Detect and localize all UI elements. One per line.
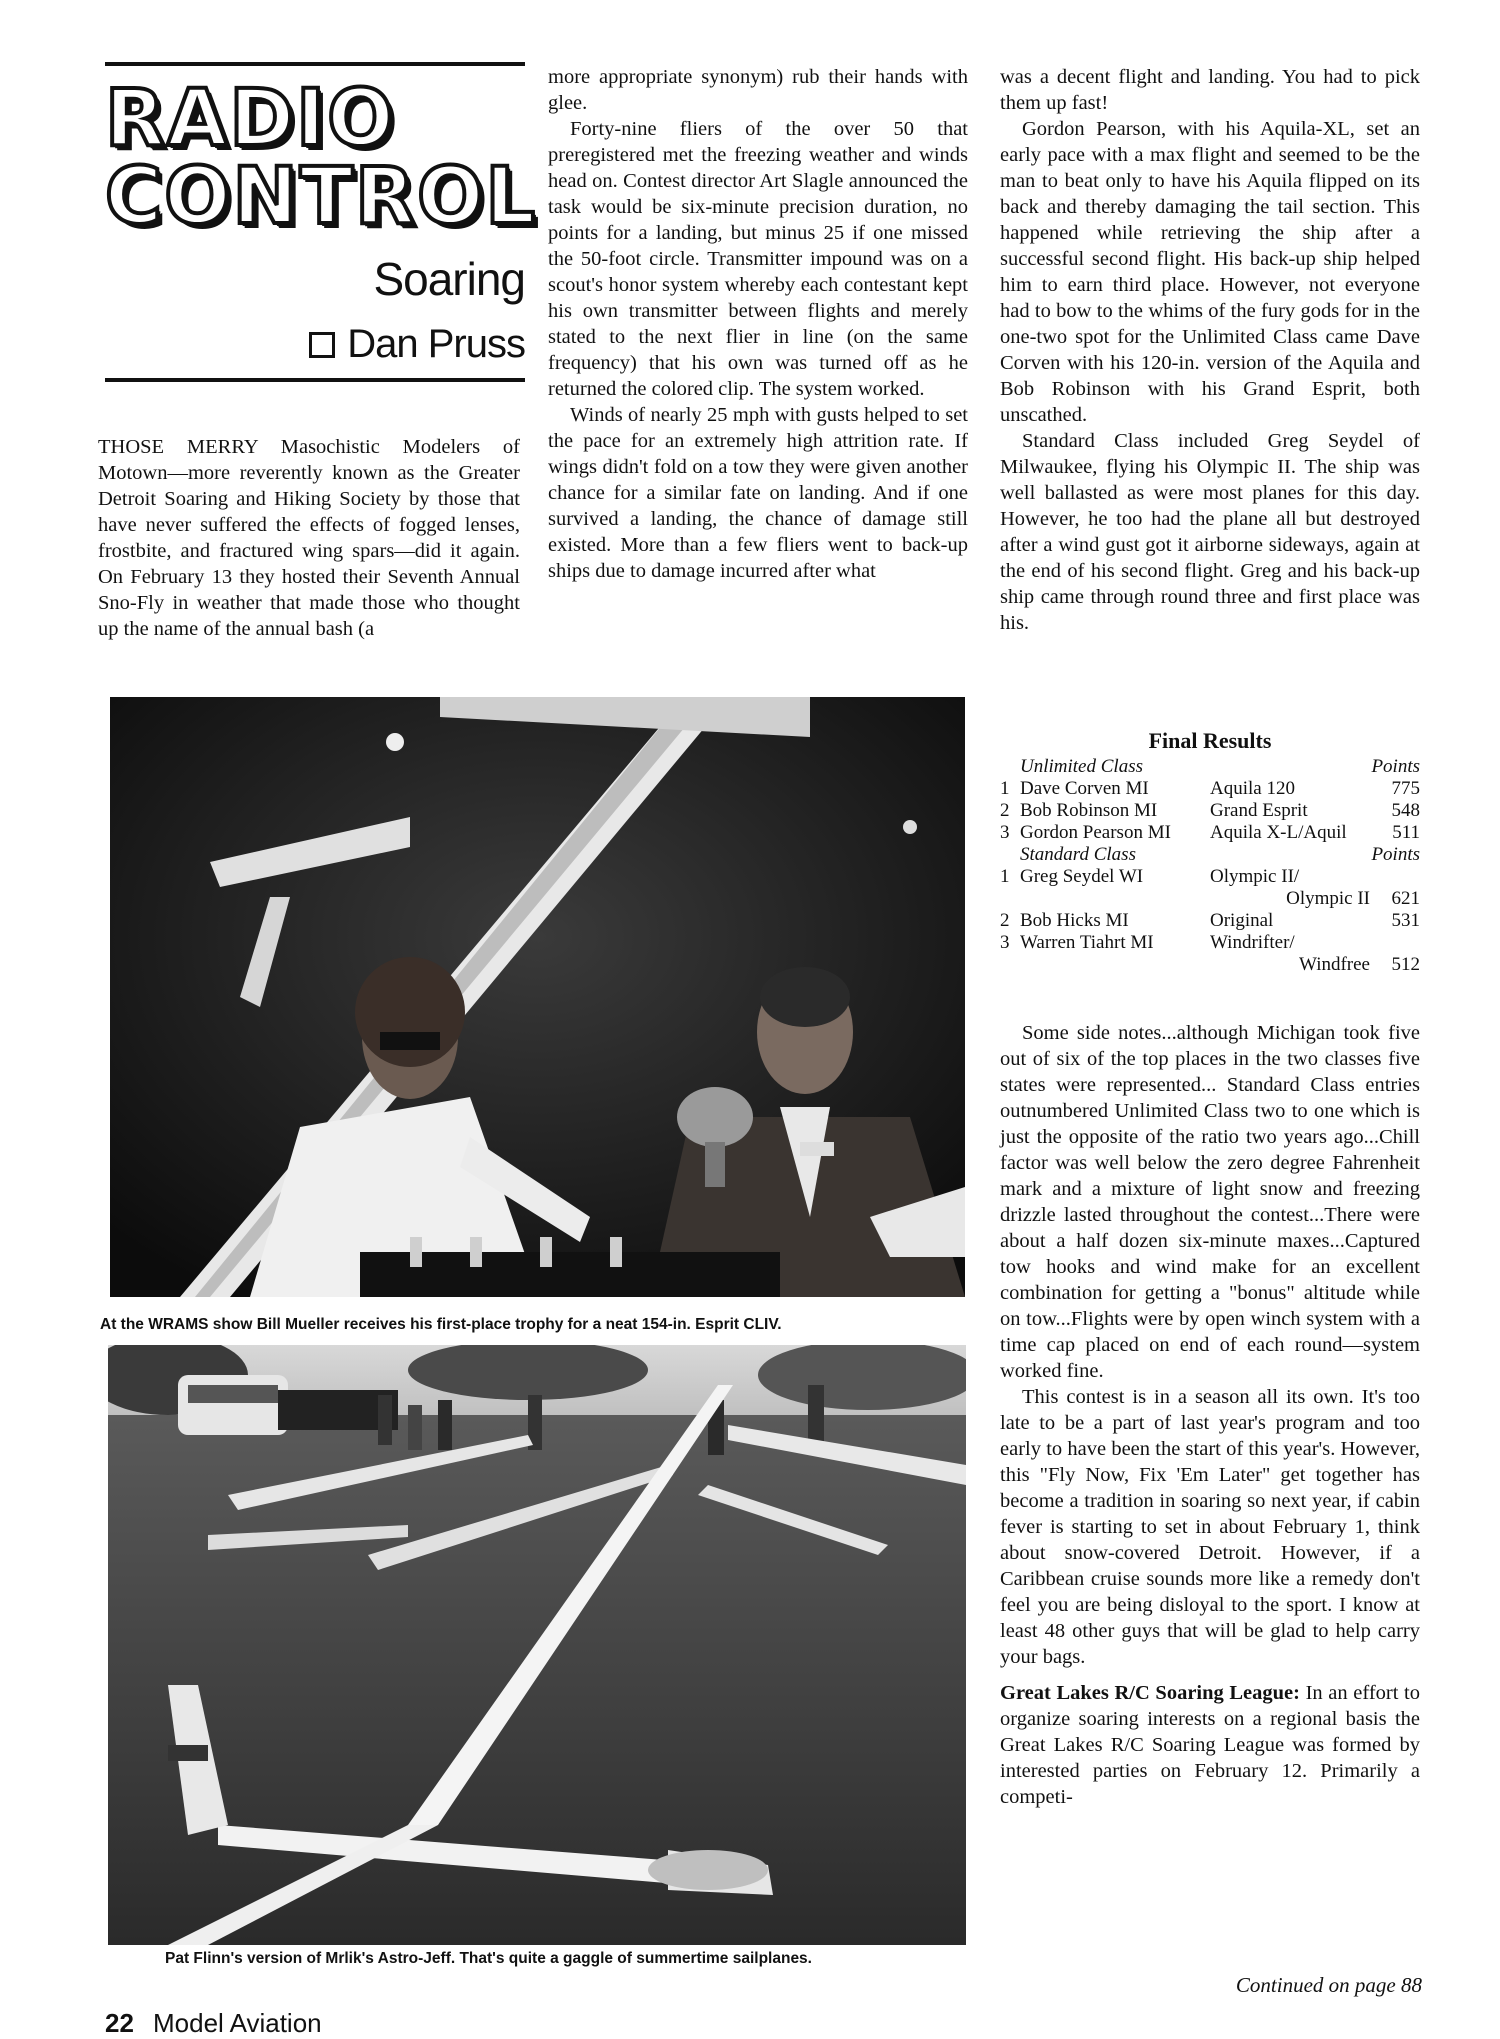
header-bottom-rule <box>105 378 525 382</box>
paragraph: Gordon Pearson, with his Aquila-XL, set an early pace with a max flight and seemed to be the man to beat only to have his Aquila flipped on its back and thereby damaging the tail section. This happened while retrieving the ship after a successful second flight. His back-up ship helped him to earn third place. However, not everyone had to bow to the whims of the fury gods for in the one-two spot for the Unlimited Class came Dave Corven with his 120-in. version of the Aquila and Bob Robinson with his Grand Esprit, both unscathed. <box>1000 118 1420 426</box>
results-title: Final Results <box>1148 728 1272 753</box>
sailplanes-photo-illustration <box>108 1345 966 1945</box>
rank: 3 <box>1000 932 1010 953</box>
table-row <box>1000 822 1420 844</box>
flier-name: Greg Seydel WI <box>1020 866 1144 887</box>
rank: 1 <box>1000 866 1010 887</box>
plane-name-continued: Olympic II <box>1286 888 1370 909</box>
paragraph: This contest is in a season all its own. It's too late to be a part of last year's program and too early to have been the start of this year's. However, this "Fly Now, Fix 'Em Later" get together has become a tradition in soaring so next year, if cabin fever is starting to set in about February 1, think about snow-covered Detroit. However, if a Caribbean cruise sounds more like a remedy don't feel you are being disloyal to the sport. I know at least 48 other guys that will be glad to help carry your bags. <box>1000 1386 1420 1668</box>
logo-line-2: CONTROL <box>105 152 538 242</box>
points: 531 <box>1391 910 1420 931</box>
paragraph: was a decent flight and landing. You had to pick them up fast! <box>1000 66 1420 114</box>
rank: 1 <box>1000 778 1010 799</box>
points-label: Points <box>1371 844 1420 865</box>
plane-name: Original <box>1210 910 1274 931</box>
plane-name: Aquila 120 <box>1210 778 1295 799</box>
paragraph <box>1000 1680 1420 1810</box>
results-standard-header <box>1000 844 1420 866</box>
radio-control-logo <box>105 74 538 242</box>
header-top-rule <box>105 62 525 66</box>
table-row <box>1000 932 1420 954</box>
final-results-table <box>1000 730 1420 976</box>
photo-caption-2: Pat Flinn's version of Mrlik's Astro-Jeff. That's quite a gaggle of summertime sailplanes. <box>165 1950 812 1967</box>
logo-line-1: RADIO <box>105 74 396 164</box>
flier-name: Dave Corven MI <box>1020 778 1149 799</box>
results-unlimited-header <box>1000 756 1420 778</box>
square-bullet-icon <box>309 332 335 358</box>
flier-name: Warren Tiahrt MI <box>1020 932 1154 953</box>
plane-name: Aquila X-L/Aquil <box>1210 822 1347 843</box>
points: 512 <box>1391 954 1420 975</box>
section-heading: Great Lakes R/C Soaring League: <box>1000 1682 1300 1704</box>
photo-trophy-presentation <box>110 697 965 1297</box>
plane-name-continued: Windfree <box>1299 954 1370 975</box>
flier-name: Bob Robinson MI <box>1020 800 1158 821</box>
article-column-2 <box>548 64 968 584</box>
paragraph-intro: THOSE MERRY Masochistic Modelers of Motown—more reverently known as the Greater Detroit Soaring and Hiking Society by those that have never suffered the effects of fogged lenses, frostbite, and fractured wing spars—did it again. On February 13 they hosted their Seventh Annual Sno-Fly in weather that made those who thought up the name of the annual bash (a <box>98 436 520 640</box>
points: 621 <box>1391 888 1420 909</box>
points-label: Points <box>1371 756 1420 777</box>
rank: 2 <box>1000 800 1010 821</box>
paragraph: Winds of nearly 25 mph with gusts helped to set the pace for an extremely high attrition rate. If wings didn't fold on a tow they were given another chance for a similar fate on landing. And if one survived a landing, the chance of damage still existed. More than a few fliers went to back-up ships due to damage incurred after what <box>548 404 968 582</box>
author-byline <box>309 322 525 367</box>
trophy-photo-illustration <box>110 697 965 1297</box>
points: 511 <box>1392 822 1420 843</box>
paragraph: more appropriate synonym) rub their hands with glee. <box>548 66 968 114</box>
table-row <box>1000 778 1420 800</box>
continued-note: Continued on page 88 <box>1235 1973 1422 1997</box>
unlimited-class-label: Unlimited Class <box>1020 756 1143 777</box>
table-row <box>1000 910 1420 932</box>
flier-name: Gordon Pearson MI <box>1020 822 1171 843</box>
flier-name: Bob Hicks MI <box>1020 910 1129 931</box>
magazine-title: Model Aviation <box>153 2008 322 2038</box>
paragraph-text: In an effort to organize soaring interests on a regional basis the Great Lakes R/C Soaring League was formed by interested parties on February 12. Primarily a competi- <box>1000 1682 1420 1808</box>
photo-sailplanes-field <box>108 1345 966 1945</box>
paragraph: Standard Class included Greg Seydel of Milwaukee, flying his Olympic II. The ship was well ballasted as were most planes for this day. However, he too had the plane all but destroyed after a wind gust got it airborne sideways, again at the end of his second flight. Greg and his back-up ship came through round three and first place was his. <box>1000 430 1420 634</box>
standard-class-label: Standard Class <box>1020 844 1136 865</box>
article-column-1 <box>98 434 520 642</box>
table-row <box>1000 800 1420 822</box>
article-column-3-lower <box>1000 1020 1420 1810</box>
article-column-3 <box>1000 64 1420 636</box>
plane-name: Grand Esprit <box>1210 800 1308 821</box>
points: 548 <box>1391 800 1420 821</box>
paragraph: Forty-nine fliers of the over 50 that preregistered met the freezing weather and winds head on. Contest director Art Slagle announced the task would be six-minute precision duration, no points for a landing, but minus 25 if one missed the 50-foot circle. Transmitter impound was on a scout's honor system whereby each contestant kept his own transmitter between flights and merely stated to the next flier in line (on the same frequency) that his own was turned off as he returned the colored clip. The system worked. <box>548 118 968 400</box>
plane-name: Olympic II/ <box>1210 866 1300 887</box>
page-number: 22 <box>105 2008 134 2038</box>
rank: 3 <box>1000 822 1010 843</box>
plane-name: Windrifter/ <box>1210 932 1295 953</box>
paragraph: Some side notes...although Michigan took five out of six of the top places in the two classes five states were represented... Standard Class entries outnumbered Unlimited Class two to one which is just the opposite of the ratio two years ago...Chill factor was well below the zero degree Fahrenheit mark and a mixture of light snow and freezing drizzle lasted throughout the contest...There were about a half dozen six-minute maxes...Captured tow hooks and wind make for an excellent combination for getting a "bonus" altitude while on tow...Flights were by open winch system with a time cap placed on end of each round—system worked fine. <box>1000 1022 1420 1382</box>
section-subtitle: Soaring <box>373 253 525 305</box>
points: 775 <box>1391 778 1420 799</box>
author-name: Dan Pruss <box>347 322 525 366</box>
table-row-continued <box>1000 954 1420 976</box>
table-row-continued <box>1000 888 1420 910</box>
table-row <box>1000 866 1420 888</box>
photo-caption-1: At the WRAMS show Bill Mueller receives his first-place trophy for a neat 154-in. Esprit CLIV. <box>100 1316 782 1333</box>
rank: 2 <box>1000 910 1010 931</box>
